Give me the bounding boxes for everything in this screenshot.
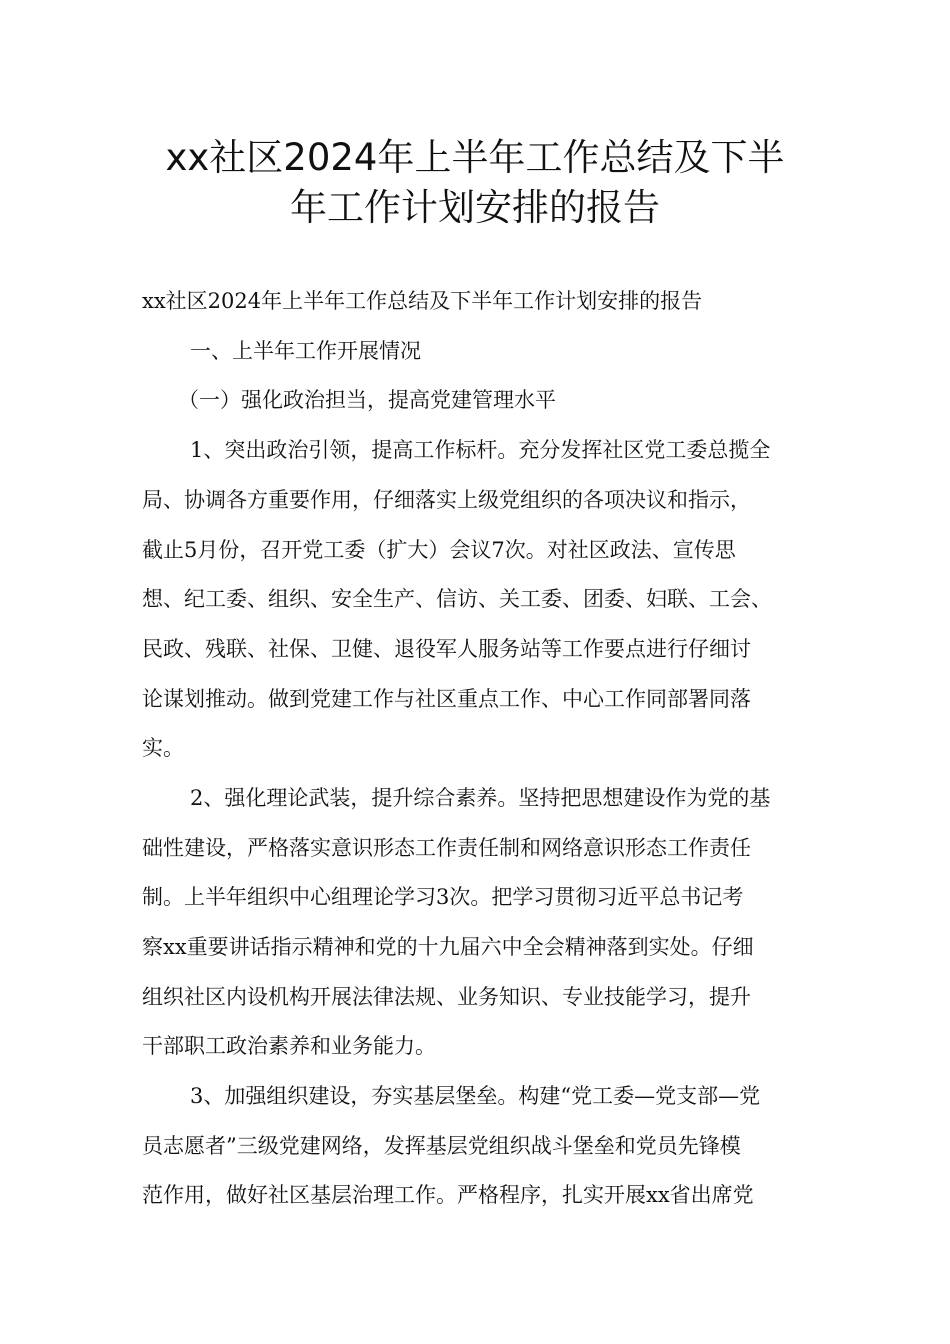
body-line: 察xx重要讲话指示精神和党的十九届六中全会精神落到实处。仔细 xyxy=(142,935,754,959)
body-line: 想、纪工委、组织、安全生产、信访、关工委、团委、妇联、工会、 xyxy=(142,587,772,611)
body-line: 截止5月份，召开党工委（扩大）会议7次。对社区政法、宣传思 xyxy=(142,538,736,562)
body-line: 论谋划推动。做到党建工作与社区重点工作、中心工作同部署同落 xyxy=(142,687,751,711)
body-line: 3、加强组织建设，夯实基层堡垒。构建“党工委—党支部—党 xyxy=(190,1084,761,1108)
body-line: 局、协调各方重要作用，仔细落实上级党组织的各项决议和指示， xyxy=(142,488,751,512)
body-line: 制。上半年组织中心组理论学习3次。把学习贯彻习近平总书记考 xyxy=(142,885,744,909)
body-line: 实。 xyxy=(142,736,184,760)
body-line: 员志愿者”三级党建网络，发挥基层党组织战斗堡垒和党员先锋模 xyxy=(142,1134,741,1158)
document-title-line-2: 年工作计划安排的报告 xyxy=(290,186,660,229)
section-heading-1: 一、上半年工作开展情况 xyxy=(190,339,421,363)
body-line: 础性建设，严格落实意识形态工作责任制和网络意识形态工作责任 xyxy=(142,836,751,860)
body-line: 民政、残联、社保、卫健、退役军人服务站等工作要点进行仔细讨 xyxy=(142,637,751,661)
document-title-line-1: xx社区2024年上半年工作总结及下半 xyxy=(165,136,785,179)
body-line: 1、突出政治引领，提高工作标杆。充分发挥社区党工委总揽全 xyxy=(190,438,771,462)
body-line: 干部职工政治素养和业务能力。 xyxy=(142,1034,436,1058)
body-line: 范作用，做好社区基层治理工作。严格程序，扎实开展xx省出席党 xyxy=(142,1183,754,1207)
body-line-subtitle: xx社区2024年上半年工作总结及下半年工作计划安排的报告 xyxy=(142,289,703,313)
body-line: 组织社区内设机构开展法律法规、业务知识、专业技能学习，提升 xyxy=(142,985,751,1009)
body-line: 2、强化理论武装，提升综合素养。坚持把思想建设作为党的基 xyxy=(190,786,771,810)
subsection-heading-1: （一）强化政治担当，提高党建管理水平 xyxy=(178,388,556,412)
